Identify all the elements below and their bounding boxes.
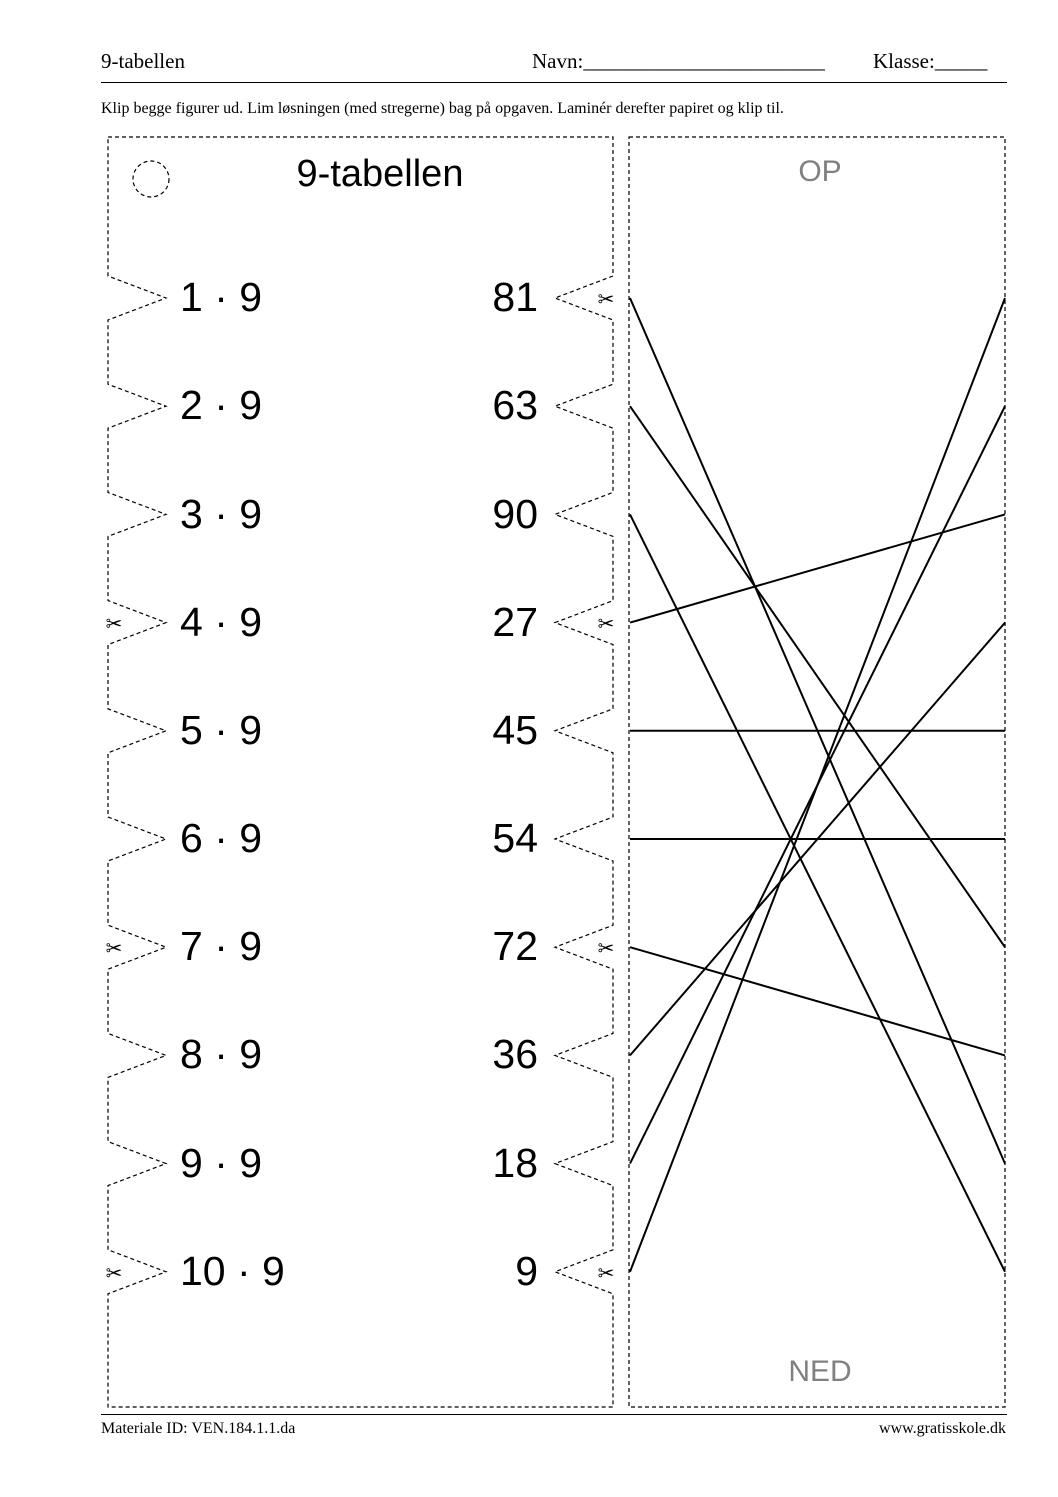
answer-item: 27 (492, 599, 538, 645)
scissors-icon: ✂ (597, 936, 615, 961)
answer-item: 18 (492, 1140, 538, 1186)
problem-item: 4 · 9 (180, 599, 263, 645)
problem-item: 3 · 9 (180, 491, 263, 537)
answer-item: 9 (515, 1248, 538, 1294)
scissors-icon: ✂ (597, 1260, 615, 1285)
problem-card-outline (105, 137, 613, 1407)
footer-rule (101, 1414, 1007, 1415)
scissors-icon: ✂ (105, 611, 123, 636)
problem-item: 7 · 9 (180, 923, 263, 969)
punch-hole-icon (133, 161, 169, 197)
answer-item: 72 (492, 923, 538, 969)
name-field-label: Navn:_______________________ (532, 49, 825, 73)
scissors-icon: ✂ (597, 287, 615, 311)
solution-line (630, 514, 1005, 1271)
problem-item: 8 · 9 (180, 1031, 263, 1077)
problem-item: 2 · 9 (180, 382, 263, 428)
problem-item: 1 · 9 (180, 274, 263, 320)
worksheet-title: 9-tabellen (101, 49, 185, 73)
solution-line (630, 947, 1005, 1055)
solution-line (630, 406, 1005, 947)
answer-item: 54 (492, 815, 538, 861)
scissors-marks (106, 287, 615, 1285)
problem-item: 10 · 9 (180, 1248, 285, 1294)
answer-item: 45 (492, 707, 538, 753)
class-field-label: Klasse:_____ (873, 49, 988, 73)
problem-item: 9 · 9 (180, 1140, 263, 1186)
answer-item: 81 (492, 274, 538, 320)
solution-lines (630, 298, 1005, 1272)
card-title: 9-tabellen (296, 153, 464, 195)
problem-card-cut-line (105, 137, 613, 1407)
problem-item: 5 · 9 (180, 707, 263, 753)
solution-line (630, 298, 1005, 1272)
answer-item: 90 (492, 491, 538, 537)
op-label: OP (798, 155, 842, 188)
answer-item: 63 (492, 382, 538, 428)
ned-label: NED (788, 1355, 852, 1388)
instructions-text: Klip begge figurer ud. Lim løsningen (med stregerne) bag på opgaven. Laminér derefter papiret og klip til. (101, 100, 784, 117)
scissors-icon: ✂ (105, 1260, 123, 1285)
scissors-icon: ✂ (597, 611, 615, 636)
solution-card-cut-line (629, 137, 1005, 1407)
website-text: www.gratisskole.dk (879, 1420, 1006, 1437)
solution-card-outline (629, 137, 1005, 1407)
scissors-icon: ✂ (105, 936, 123, 961)
material-id: Materiale ID: VEN.184.1.1.da (101, 1420, 296, 1437)
answer-item: 36 (492, 1031, 538, 1077)
problem-item: 6 · 9 (180, 815, 263, 861)
solution-line (630, 514, 1005, 622)
